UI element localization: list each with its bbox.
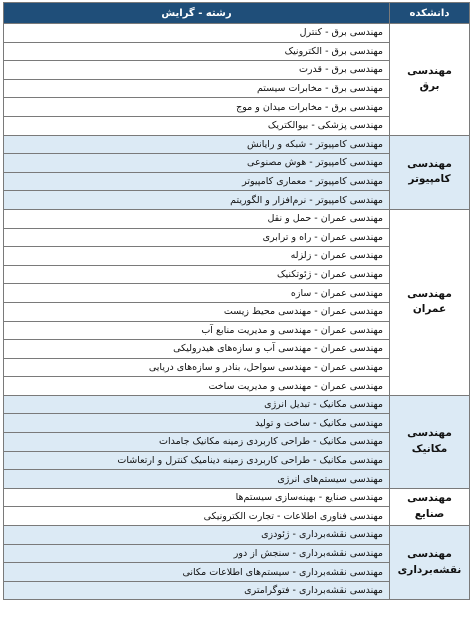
header-row bbox=[4, 3, 470, 24]
table-row bbox=[4, 135, 470, 154]
major-cell: مهندسی کامپیوتر - معماری کامپیوتر bbox=[4, 172, 390, 191]
major-cell: مهندسی عمران - مهندسی محیط زیست bbox=[4, 302, 390, 321]
major-cell: مهندسی سیستم‌های انرژی bbox=[4, 470, 390, 489]
major-cell: مهندسی برق - الکترونیک bbox=[4, 42, 390, 61]
major-cell: مهندسی کامپیوتر - نرم‌افزار و الگوریتم bbox=[4, 191, 390, 210]
faculty-group bbox=[4, 209, 470, 395]
major-cell: مهندسی برق - کنترل bbox=[4, 24, 390, 43]
major-cell: مهندسی عمران - مهندسی و مدیریت ساخت bbox=[4, 377, 390, 396]
faculty-cell: مهندسی برق bbox=[390, 24, 470, 136]
major-cell: مهندسی مکانیک - ساخت و تولید bbox=[4, 414, 390, 433]
major-cell: مهندسی عمران - مهندسی سواحل، بنادر و سازه‌های دریایی bbox=[4, 358, 390, 377]
major-cell: مهندسی برق - مخابرات سیستم bbox=[4, 79, 390, 98]
faculty-group bbox=[4, 135, 470, 209]
table-header bbox=[4, 3, 470, 24]
major-cell: مهندسی کامپیوتر - شبکه و رایانش bbox=[4, 135, 390, 154]
header-faculty: دانشکده bbox=[390, 3, 470, 24]
faculty-cell: مهندسی عمران bbox=[390, 209, 470, 395]
table-row bbox=[4, 209, 470, 228]
major-cell: مهندسی نقشه‌برداری - ژئودزی bbox=[4, 526, 390, 545]
table-row bbox=[4, 488, 470, 507]
major-cell: مهندسی عمران - سازه bbox=[4, 284, 390, 303]
major-cell: مهندسی برق - قدرت bbox=[4, 61, 390, 80]
faculty-cell: مهندسی نقشه‌برداری bbox=[390, 526, 470, 600]
major-cell: مهندسی نقشه‌برداری - سیستم‌های اطلاعات مکانی bbox=[4, 563, 390, 582]
major-cell: مهندسی صنایع - بهینه‌سازی سیستم‌ها bbox=[4, 488, 390, 507]
faculty-cell: مهندسی مکانیک bbox=[390, 395, 470, 488]
faculty-cell: مهندسی کامپیوتر bbox=[390, 135, 470, 209]
table-row bbox=[4, 24, 470, 43]
major-cell: مهندسی عمران - مهندسی آب و سازه‌های هیدرولیکی bbox=[4, 340, 390, 359]
faculty-group bbox=[4, 24, 470, 136]
major-cell: مهندسی نقشه‌برداری - سنجش از دور bbox=[4, 544, 390, 563]
major-cell: مهندسی مکانیک - طراحی کاربردی زمینه مکانیک جامدات bbox=[4, 433, 390, 452]
table-row bbox=[4, 526, 470, 545]
major-cell: مهندسی عمران - مهندسی و مدیریت منابع آب bbox=[4, 321, 390, 340]
major-cell: مهندسی نقشه‌برداری - فتوگرامتری bbox=[4, 581, 390, 600]
major-cell: مهندسی عمران - حمل و نقل bbox=[4, 209, 390, 228]
faculty-group bbox=[4, 526, 470, 600]
major-cell: مهندسی فناوری اطلاعات - تجارت الکترونیکی bbox=[4, 507, 390, 526]
major-cell: مهندسی کامپیوتر - هوش مصنوعی bbox=[4, 154, 390, 173]
major-cell: مهندسی عمران - زلزله bbox=[4, 247, 390, 266]
major-cell: مهندسی مکانیک - طراحی کاربردی زمینه دینامیک کنترل و ارتعاشات bbox=[4, 451, 390, 470]
majors-table bbox=[3, 2, 470, 600]
major-cell: مهندسی مکانیک - تبدیل انرژی bbox=[4, 395, 390, 414]
major-cell: مهندسی پزشکی - بیوالکتریک bbox=[4, 116, 390, 135]
table-row bbox=[4, 395, 470, 414]
major-cell: مهندسی عمران - راه و ترابری bbox=[4, 228, 390, 247]
major-cell: مهندسی برق - مخابرات میدان و موج bbox=[4, 98, 390, 117]
faculty-cell: مهندسی صنایع bbox=[390, 488, 470, 525]
header-major: رشته - گرایش bbox=[4, 3, 390, 24]
major-cell: مهندسی عمران - ژئوتکنیک bbox=[4, 265, 390, 284]
faculty-group bbox=[4, 395, 470, 488]
faculty-group bbox=[4, 488, 470, 525]
